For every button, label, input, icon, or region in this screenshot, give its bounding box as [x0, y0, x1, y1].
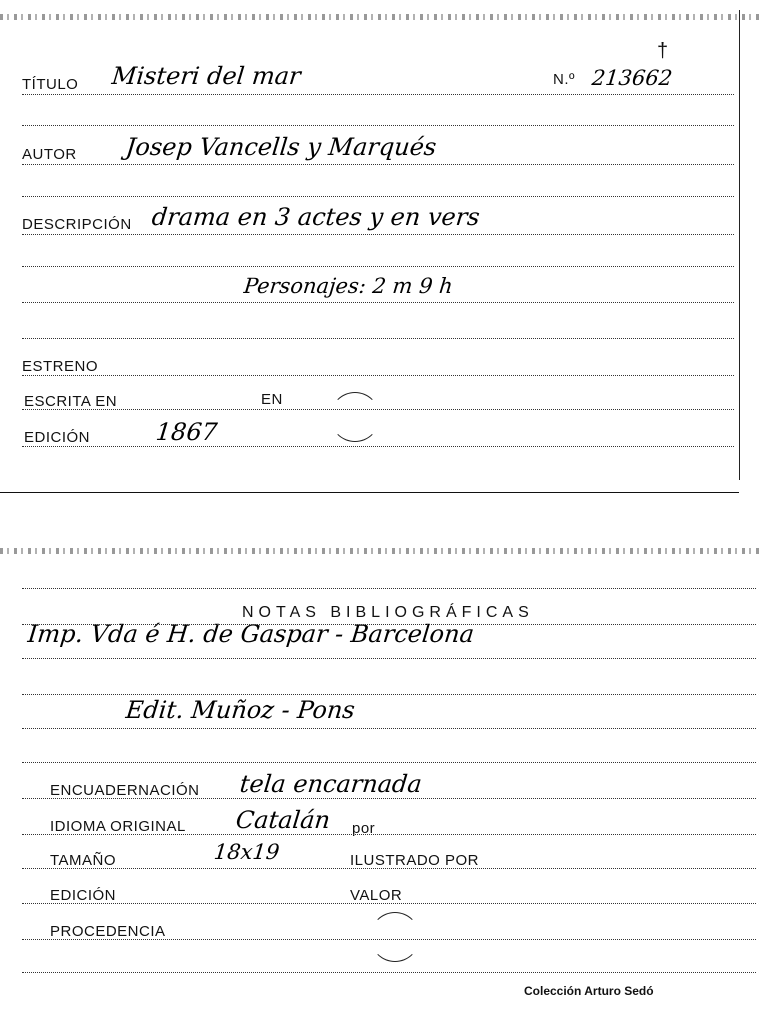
- titulo-value: Misteri del mar: [110, 62, 303, 90]
- titulo-rule: [22, 94, 734, 95]
- catalog-card-back: [0, 540, 759, 1028]
- en-label: EN: [261, 391, 283, 408]
- titulo-label: TÍTULO: [22, 76, 79, 93]
- procedencia-label: PROCEDENCIA: [50, 923, 166, 940]
- notas-heading: NOTAS BIBLIOGRÁFICAS: [242, 604, 534, 621]
- numero-value: 213662: [590, 66, 674, 90]
- back-rule-3: [22, 658, 756, 659]
- back-rule-last: [22, 972, 756, 973]
- descripcion-value-2: Personajes: 2 m 9 h: [242, 274, 455, 298]
- autor-value: Josep Vancells y Marqués: [124, 133, 438, 161]
- ilustrado-label: ILUSTRADO POR: [350, 852, 480, 869]
- faded-stamp-mark: [330, 392, 380, 442]
- note-line-2: Edit. Muñoz - Pons: [124, 696, 357, 724]
- tamano-rule: [22, 868, 756, 869]
- note-line-1: Imp. Vda é H. de Gaspar - Barcelona: [26, 620, 476, 648]
- autor-rule: [22, 164, 734, 165]
- edicion-value: 1867: [154, 418, 219, 446]
- back-edicion-label: EDICIÓN: [50, 887, 117, 904]
- blank-rule-2: [22, 196, 734, 197]
- descripcion-label: DESCRIPCIÓN: [22, 216, 132, 233]
- encuadernacion-value: tela encarnada: [238, 770, 424, 798]
- back-rule-2: [22, 624, 756, 625]
- tamano-value: 18x19: [212, 840, 281, 864]
- estreno-label: ESTRENO: [22, 358, 99, 375]
- card-top-edge: [0, 14, 759, 20]
- card-top-edge: [0, 548, 759, 554]
- cross-mark: †: [657, 40, 669, 62]
- encuadernacion-rule: [22, 798, 756, 799]
- descripcion-rule: [22, 234, 734, 235]
- catalog-card-front: [0, 0, 759, 495]
- escrita-en-label: ESCRITA EN: [24, 393, 118, 410]
- estreno-rule: [22, 375, 734, 376]
- blank-rule-1: [22, 125, 734, 126]
- numero-label: N.º: [553, 71, 575, 88]
- idioma-rule: [22, 834, 756, 835]
- descripcion-value: drama en 3 actes y en vers: [150, 203, 482, 231]
- encuadernacion-label: ENCUADERNACIÓN: [50, 782, 200, 799]
- blank-rule-4: [22, 302, 734, 303]
- tamano-label: TAMAÑO: [50, 852, 117, 869]
- blank-rule-3: [22, 266, 734, 267]
- blank-rule-5: [22, 338, 734, 339]
- edicion-label: EDICIÓN: [24, 429, 91, 446]
- back-rule-6: [22, 762, 756, 763]
- back-rule-5: [22, 728, 756, 729]
- edicion-rule: [22, 446, 734, 447]
- idioma-value: Catalán: [234, 806, 332, 834]
- back-rule-4: [22, 694, 756, 695]
- back-rule-1: [22, 588, 756, 589]
- card-bottom-edge: [0, 492, 739, 493]
- autor-label: AUTOR: [22, 146, 77, 163]
- collection-credit: Colección Arturo Sedó: [524, 984, 654, 998]
- card-right-edge: [739, 10, 740, 480]
- por-label: por: [352, 820, 376, 837]
- idioma-label: IDIOMA ORIGINAL: [50, 818, 186, 835]
- faded-stamp-mark: [370, 912, 420, 962]
- edicion-rule: [22, 903, 756, 904]
- valor-label: VALOR: [350, 887, 403, 904]
